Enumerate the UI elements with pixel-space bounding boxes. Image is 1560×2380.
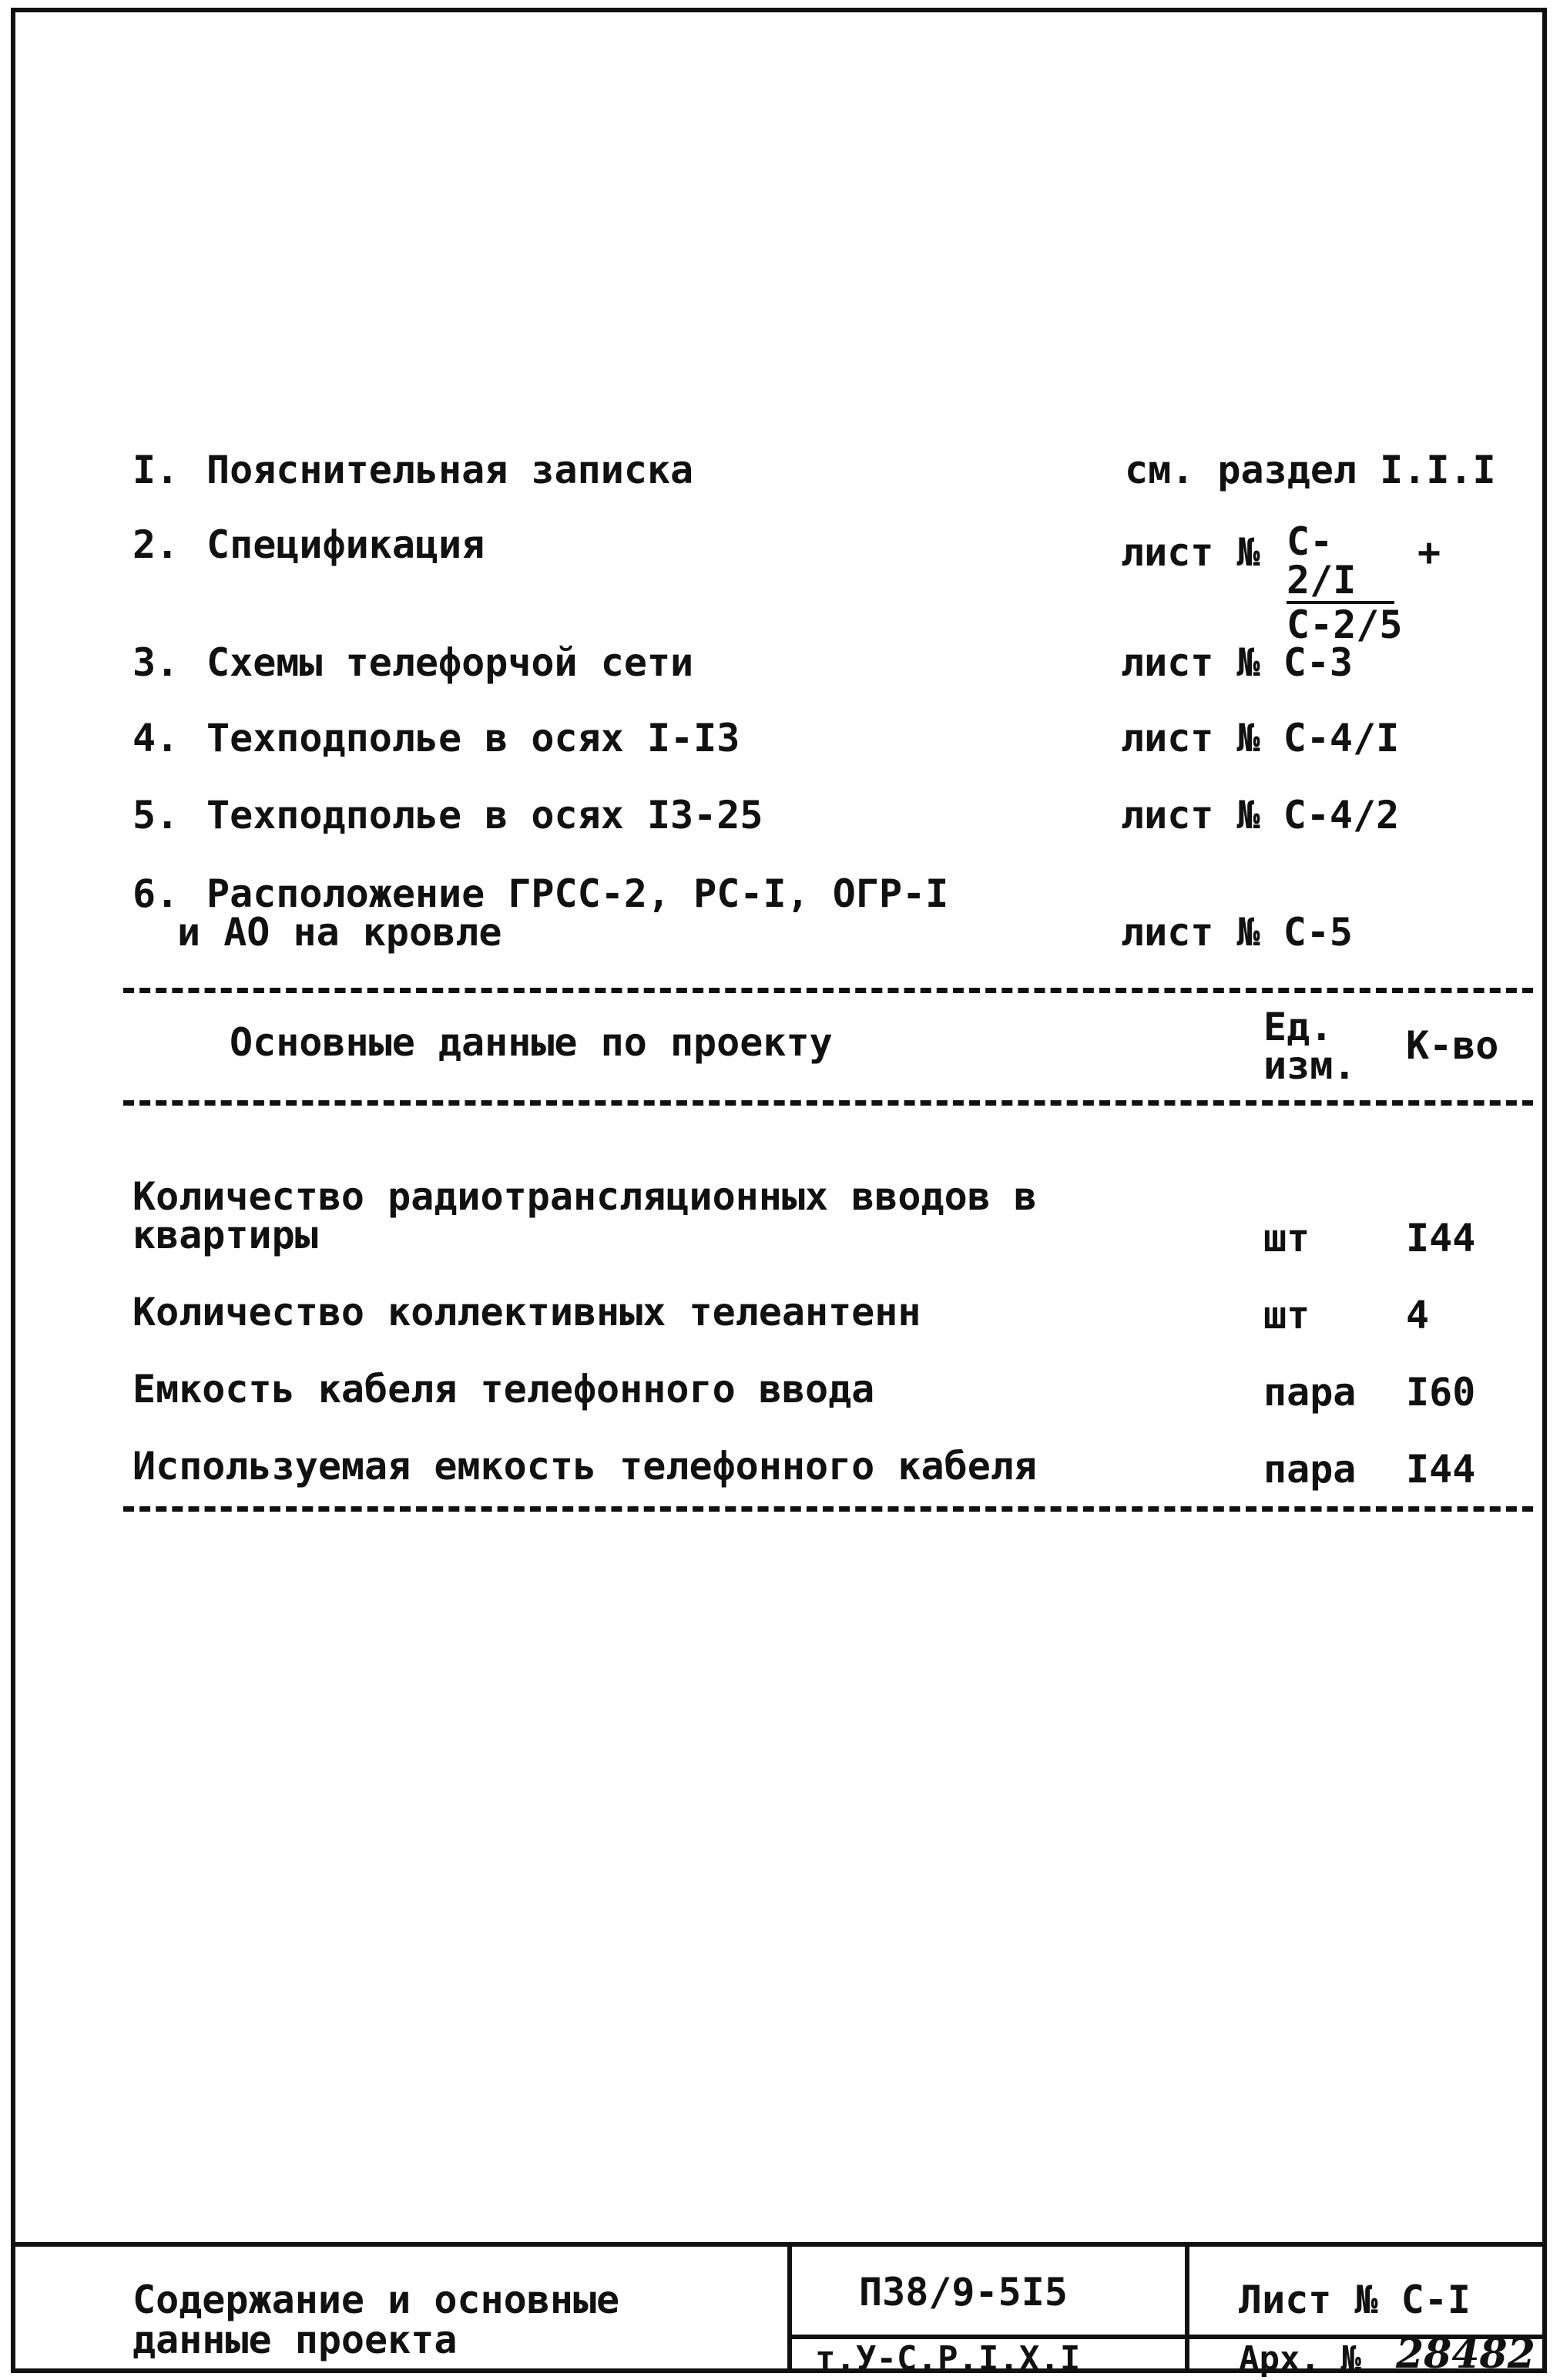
table-header-unit: Ед.: [1263, 1005, 1334, 1049]
reference-range-start: C-2/I: [1287, 522, 1394, 604]
table-header-unit-continued: изм.: [1263, 1043, 1357, 1088]
contents-item-reference: лист № C-5: [1121, 910, 1354, 955]
table-row-quantity: I60: [1406, 1370, 1476, 1415]
table-row-unit: пара: [1263, 1447, 1357, 1492]
contents-item-title: Техподполье в осях I3-25: [206, 793, 763, 838]
contents-item-number: I.: [133, 448, 179, 492]
table-row-name-continued: квартиры: [133, 1213, 318, 1257]
archive-label: Арх. №: [1239, 2339, 1361, 2378]
contents-item-reference-range: [1287, 519, 1403, 647]
table-row-name: Количество радиотрансляционных вводов в: [133, 1174, 1037, 1219]
volume-code: т.У-С.Р.I.Х.I: [815, 2339, 1081, 2378]
sheet-number: Лист № С-I: [1239, 2278, 1471, 2322]
contents-item-reference: лист № C-4/2: [1121, 793, 1400, 838]
contents-item-title: Техподполье в осях I-I3: [206, 716, 740, 760]
contents-item-number: 5.: [133, 793, 179, 838]
table-row-quantity: 4: [1406, 1293, 1430, 1338]
contents-item-number: 2.: [133, 522, 179, 567]
contents-item-title: Спецификация: [206, 522, 485, 567]
table-header-name: Основные данные по проекту: [230, 1020, 833, 1065]
table-header-quantity: К-во: [1406, 1023, 1499, 1068]
table-row-name: Емкость кабеля телефонного ввода: [133, 1367, 875, 1412]
archive-number-handwritten: 28482: [1396, 2331, 1535, 2378]
title-block-divider: [1185, 2242, 1189, 2373]
table-row-name: Количество коллективных телеантенн: [133, 1290, 921, 1334]
contents-item-reference: см. раздел I.I.I: [1125, 448, 1496, 492]
project-code: П38/9-5I5: [859, 2270, 1068, 2315]
reference-plus-sign: +: [1417, 530, 1441, 575]
contents-item-number: 4.: [133, 716, 179, 760]
table-top-rule: [123, 988, 1533, 993]
table-row-quantity: I44: [1406, 1216, 1476, 1260]
table-row-unit: шт: [1263, 1293, 1310, 1338]
table-row-unit: пара: [1263, 1370, 1357, 1415]
reference-range-end: C-2/5: [1287, 603, 1403, 647]
contents-item-title-continued: и АО на кровле: [177, 910, 502, 955]
contents-item-reference: лист № C-3: [1121, 640, 1354, 685]
contents-item-title: Пояснительная записка: [206, 448, 694, 492]
contents-item-reference-prefix: лист №: [1121, 530, 1260, 575]
table-row-name: Используемая емкость телефонного кабеля: [133, 1444, 1037, 1489]
table-header-rule: [123, 1100, 1533, 1106]
title-block-divider: [787, 2242, 792, 2373]
contents-item-title: Расположение ГРСС-2, РС-I, ОГР-I: [206, 871, 949, 916]
table-bottom-rule: [123, 1506, 1533, 1512]
contents-item-title: Схемы телефорчой сети: [206, 640, 694, 685]
title-block-title-continued: данные проекта: [133, 2318, 458, 2362]
contents-item-reference: лист № C-4/I: [1121, 716, 1400, 760]
title-block-title: Содержание и основные: [133, 2278, 620, 2322]
table-row-quantity: I44: [1406, 1447, 1476, 1492]
contents-item-number: 6.: [133, 871, 179, 916]
contents-item-number: 3.: [133, 640, 179, 685]
table-row-unit: шт: [1263, 1216, 1310, 1260]
